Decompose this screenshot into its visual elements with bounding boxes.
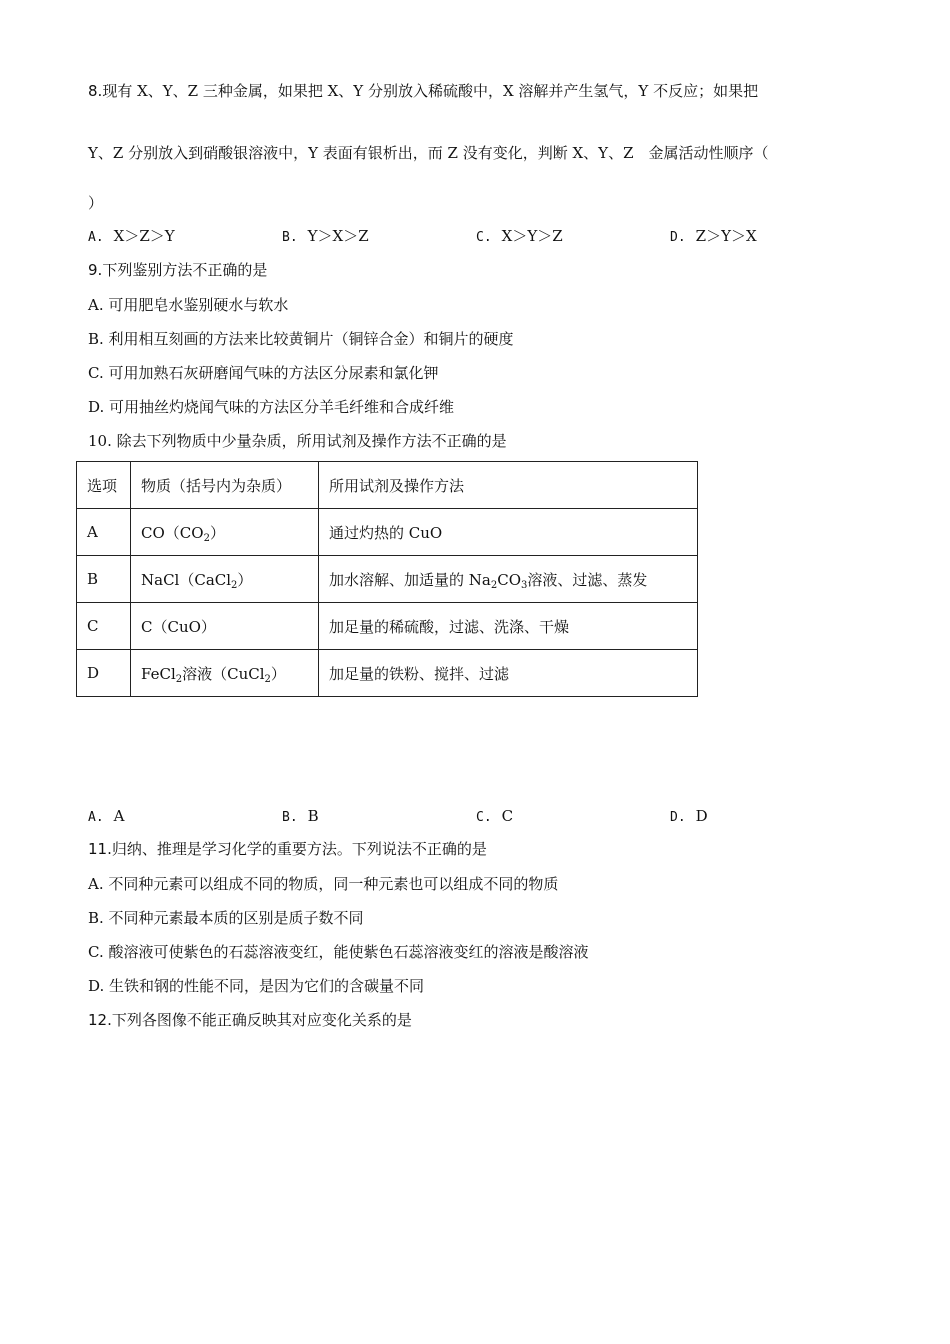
- q12-number: 12.: [88, 1011, 112, 1029]
- q9-choice-b[interactable]: B. 利用相互刻画的方法来比较黄铜片（铜锌合金）和铜片的硬度: [88, 330, 514, 348]
- cell-substance: C（CuO）: [131, 603, 319, 650]
- q11-stem-text: 归纳、推理是学习化学的重要方法。下列说法不正确的是: [111, 840, 487, 858]
- q12-stem: [88, 1010, 412, 1030]
- option-text: B: [307, 807, 319, 825]
- option-label: C.: [476, 810, 492, 825]
- cell-substance: [131, 556, 319, 603]
- q10-option-d[interactable]: [670, 806, 708, 828]
- cell-method: 加足量的稀硫酸，过滤、洗涤、干燥: [319, 603, 698, 650]
- option-text: X＞Y＞Z: [501, 227, 563, 245]
- substance-text: ）: [209, 523, 225, 542]
- cell-option: D: [77, 650, 131, 697]
- q8-line1: [88, 81, 758, 101]
- q10-option-b[interactable]: [282, 806, 319, 828]
- q8-number: 8.: [88, 82, 103, 100]
- substance-text: CO（CO: [141, 523, 204, 542]
- q9-choice-d[interactable]: D. 可用抽丝灼烧闻气味的方法区分羊毛纤维和合成纤维: [88, 398, 455, 416]
- option-text: Y＞X＞Z: [307, 227, 369, 245]
- option-label: B.: [282, 810, 298, 825]
- q11-stem: [88, 839, 487, 859]
- option-label: A.: [88, 230, 104, 245]
- subscript: 2: [175, 673, 183, 685]
- q10-stem: 10. 除去下列物质中少量杂质，所用试剂及操作方法不正确的是: [88, 432, 507, 450]
- substance-text: 溶液（CuCl: [182, 664, 265, 683]
- q9-choice-c[interactable]: C. 可用加熟石灰研磨闻气味的方法区分尿素和氯化钾: [88, 364, 439, 382]
- cell-option: C: [77, 603, 131, 650]
- table-row: [77, 509, 698, 556]
- cell-option: B: [77, 556, 131, 603]
- header-substance: 物质（括号内为杂质）: [131, 462, 319, 509]
- q8-option-d[interactable]: [670, 226, 757, 248]
- q10-table: [76, 461, 698, 697]
- q11-number: 11.: [88, 840, 112, 858]
- substance-text: ）: [270, 664, 286, 683]
- q10-option-a[interactable]: [88, 806, 125, 828]
- q11-choice-c[interactable]: C. 酸溶液可使紫色的石蕊溶液变红，能使紫色石蕊溶液变红的溶液是酸溶液: [88, 943, 589, 961]
- header-method: 所用试剂及操作方法: [319, 462, 698, 509]
- q9-choice-a[interactable]: A. 可用肥皂水鉴别硬水与软水: [88, 296, 289, 314]
- option-label: D.: [670, 230, 686, 245]
- table-row: [77, 603, 698, 650]
- option-label: A.: [88, 810, 104, 825]
- subscript: 2: [231, 579, 238, 591]
- q8-option-a[interactable]: [88, 226, 175, 248]
- q9-stem-text: 下列鉴别方法不正确的是: [102, 261, 268, 279]
- method-text: CO: [497, 570, 521, 589]
- cell-method: 加足量的铁粉、搅拌、过滤: [319, 650, 698, 697]
- q8-line3: ）: [88, 194, 104, 212]
- q8-option-c[interactable]: [476, 226, 563, 248]
- method-text: 加水溶解、加适量的 Na: [329, 570, 491, 589]
- header-option: 选项: [77, 462, 131, 509]
- q8-option-b[interactable]: [282, 226, 369, 248]
- option-text: Z＞Y＞X: [695, 227, 757, 245]
- option-text: A: [113, 807, 125, 825]
- q8-text-1: 现有 X、Y、Z 三种金属，如果把 X、Y 分别放入稀硫酸中，X 溶解并产生氢气，Y 不反应；如果把: [102, 82, 759, 100]
- q11-choice-d[interactable]: D. 生铁和钢的性能不同，是因为它们的含碳量不同: [88, 977, 425, 995]
- q9-stem: [88, 260, 267, 280]
- table-row: [77, 650, 698, 697]
- method-text: 溶液、过滤、蒸发: [527, 570, 648, 589]
- option-text: X＞Z＞Y: [113, 227, 175, 245]
- option-label: D.: [670, 810, 686, 825]
- cell-substance: [131, 509, 319, 556]
- q11-choice-b[interactable]: B. 不同种元素最本质的区别是质子数不同: [88, 909, 364, 927]
- substance-text: ）: [237, 570, 253, 589]
- q8-line2: Y、Z 分别放入到硝酸银溶液中，Y 表面有银析出，而 Z 没有变化，判断 X、Y、Z 金属活动性顺序（: [88, 144, 769, 162]
- table-header-row: [77, 462, 698, 509]
- q9-number: 9.: [88, 261, 103, 279]
- q11-choice-a[interactable]: A. 不同种元素可以组成不同的物质，同一种元素也可以组成不同的物质: [88, 875, 559, 893]
- subscript: 2: [203, 532, 210, 544]
- cell-option: A: [77, 509, 131, 556]
- option-text: D: [695, 807, 708, 825]
- q12-stem-text: 下列各图像不能正确反映其对应变化关系的是: [111, 1011, 412, 1029]
- table-row: [77, 556, 698, 603]
- cell-method: 通过灼热的 CuO: [319, 509, 698, 556]
- option-text: C: [501, 807, 514, 825]
- subscript: 2: [264, 673, 271, 685]
- substance-text: FeCl: [141, 664, 176, 683]
- substance-text: NaCl（CaCl: [141, 570, 232, 589]
- option-label: B.: [282, 230, 298, 245]
- cell-substance: [131, 650, 319, 697]
- q10-option-c[interactable]: [476, 806, 513, 828]
- option-label: C.: [476, 230, 492, 245]
- subscript: 2: [490, 579, 498, 591]
- subscript: 3: [521, 579, 528, 591]
- cell-method: [319, 556, 698, 603]
